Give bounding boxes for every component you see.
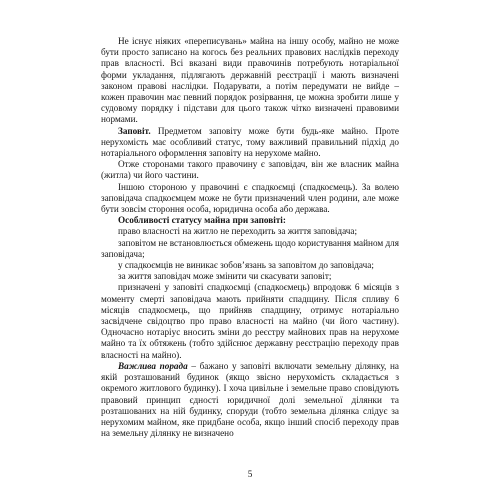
- list-item-2-text: заповітом не встановлюється обмежень щодо користування майном для заповідача;: [101, 237, 399, 259]
- paragraph-4: [101, 182, 399, 216]
- paragraph-3-text: Отже сторонами такого правочину є заповідач, він же власник майна (житла) чи його частини.: [101, 159, 399, 181]
- paragraph-2-text: Предметом заповіту може бути будь-яке майно. Проте нерухомість має особливий статус, тому важливий правильний підхід до нотаріального оформлення заповіту на нерухоме майно.: [101, 125, 399, 159]
- list-item-4: [101, 271, 399, 282]
- list-item-1-text: право власності на житло не переходить за життя заповідача;: [118, 226, 358, 237]
- paragraph-4-text: Іншою стороною у правочині є спадкоємці (спадкоємець). За волею заповідача спадкоємцем може не бути призначений член родини, але може бути зовсім стороння особа, юридична особа або держава.: [101, 181, 399, 215]
- list-item-3-text: у спадкоємців не виникає зобов’язань за заповітом до заповідача;: [118, 260, 374, 271]
- list-item-5-text: призначені у заповіті спадкоємці (спадкоємець) впродовж 6 місяців з моменту смерті заповідача мають прийняти спадщину. Після спливу 6 місяців спадкоємець, що прийняв спадщину, отримує нотаріально засвідчене свідоцтво про право власності на майно (чи його частину). Одночасно нотаріус вносить зміни до реєстру майнових прав на нерухоме майно та їх обтяжень (тобто здійснює державну реєстрацію переходу прав власності на майно).: [101, 282, 399, 360]
- list-item-3: [101, 260, 399, 271]
- paragraph-5-lead: Особливості статусу майна при заповіті:: [118, 215, 286, 226]
- paragraph-advice-text: – бажано у заповіті включати земельну ділянку, на якій розташований будинок (якщо звісно нерухомість складається з окремого житлового будинку). І хоча цивільне і земельне право сповідують правовий принцип єдності юридичної долі земельної ділянки та розташованих на ній будинку, споруди (тобто земельна ділянка слідує за нерухомим майном, яке придбане особа, якщо інший спосіб переходу прав на земельну ділянку не визначено: [101, 360, 400, 439]
- list-item-2: [101, 238, 399, 260]
- paragraph-2-lead: Заповіт.: [118, 125, 151, 136]
- paragraph-advice-lead: Важлива порада: [118, 360, 188, 371]
- paragraph-1-text: Не існує ніяких «переписувань» майна на іншу особу, майно не може бути просто записано на когось без реальних правових наслідків переходу прав власності. Всі вказані види правочинів потребують нотаріальної форми укладання, підлягають державній реєстрації і мають визначені законом правові наслідки. Подарувати, а потім передумати не вийде – кожен правочин має певний порядок розірвання, це можна зробити лише у судовому порядку і підстави для цього також чітко визначені правовими нормами.: [101, 36, 399, 125]
- list-item-5: [101, 282, 399, 360]
- paragraph-3: [101, 159, 399, 181]
- paragraph-5-heading: [101, 215, 399, 226]
- page-number: 5: [247, 469, 253, 479]
- paragraph-1: [101, 36, 399, 126]
- list-item-1: [101, 226, 399, 237]
- paragraph-advice: [101, 361, 399, 439]
- list-item-4-text: за життя заповідач може змінити чи скасувати заповіт;: [118, 271, 332, 282]
- paragraph-2: [101, 126, 399, 160]
